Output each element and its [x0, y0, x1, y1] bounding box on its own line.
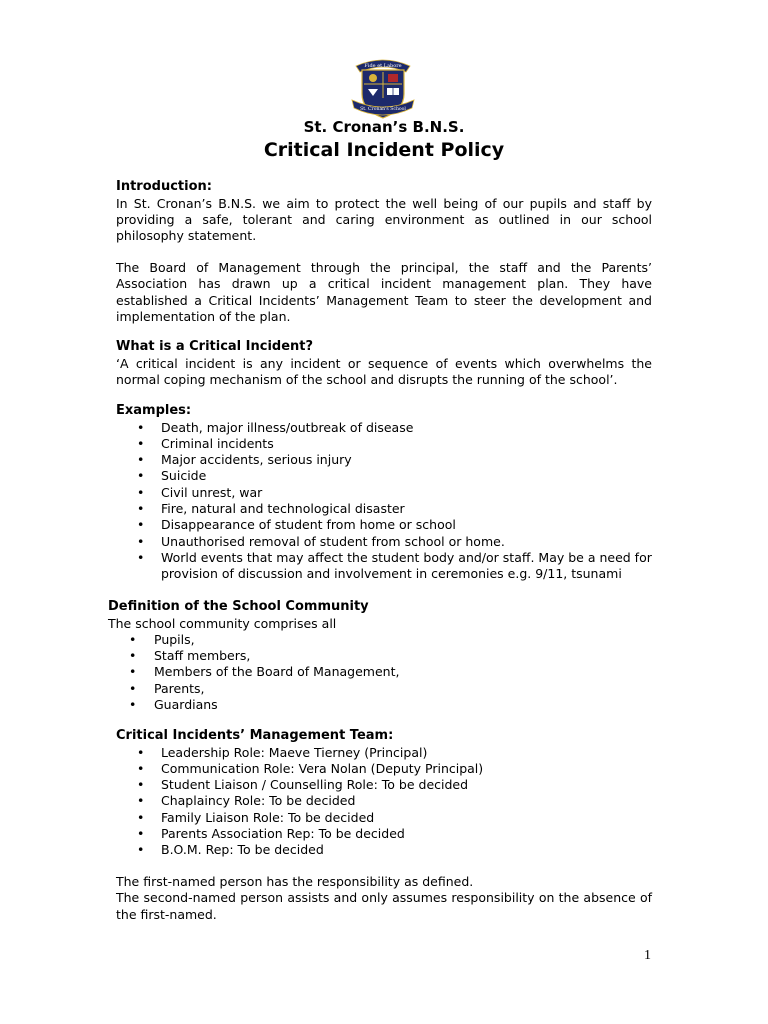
list-item: • Pupils, — [108, 632, 652, 648]
introduction-paragraph-1: In St. Cronan’s B.N.S. we aim to protect the well being of our pupils and staff by providing a safe, tolerant and caring environment as outlined in our school philosophy statement. — [116, 195, 652, 244]
community-list — [108, 632, 652, 713]
list-item: • B.O.M. Rep: To be decided — [116, 842, 652, 858]
list-item: • Parents, — [108, 681, 652, 697]
what-is-section — [116, 339, 652, 388]
list-item: • Family Liaison Role: To be decided — [116, 810, 652, 826]
list-item: • Members of the Board of Management, — [108, 664, 652, 680]
responsibility-line-2: The second-named person assists and only assumes responsibility on the absence of the first-named. — [116, 890, 652, 922]
team-section — [116, 728, 652, 859]
community-section — [108, 599, 652, 713]
list-item: • Student Liaison / Counselling Role: To be decided — [116, 777, 652, 793]
introduction-paragraph-block — [116, 260, 652, 325]
list-item: • Staff members, — [108, 648, 652, 664]
school-name: St. Cronan’s B.N.S. — [303, 118, 465, 136]
page-number: 1 — [644, 948, 651, 963]
examples-list — [116, 420, 652, 583]
school-crest-logo — [346, 52, 420, 122]
list-item: • Guardians — [108, 697, 652, 713]
what-is-heading: What is a Critical Incident? — [116, 339, 314, 354]
community-intro: The school community comprises all — [108, 615, 337, 631]
list-item: • Disappearance of student from home or school — [116, 517, 652, 533]
list-item: • Suicide — [116, 468, 652, 484]
introduction-heading: Introduction: — [116, 179, 212, 194]
responsibility-section — [116, 874, 652, 923]
list-item: • Chaplaincy Role: To be decided — [116, 793, 652, 809]
introduction-paragraph-2: The Board of Management through the principal, the staff and the Parents’ Association has drawn up a critical incident management plan. They have established a Critical Incidents’ Management Team to steer the development and implementation of the plan. — [116, 260, 652, 324]
responsibility-line-1: The first-named person has the responsibility as defined. — [116, 874, 474, 889]
list-item: • World events that may affect the student body and/or staff. May be a need for provision of discussion and involvement in ceremonies e.g. 9/11, tsunami — [116, 550, 652, 583]
team-heading: Critical Incidents’ Management Team: — [116, 728, 394, 743]
svg-text:Fide et Labore: Fide et Labore — [364, 63, 402, 69]
list-item: • Communication Role: Vera Nolan (Deputy Principal) — [116, 761, 652, 777]
examples-heading: Examples: — [116, 403, 192, 418]
introduction-section — [116, 179, 652, 244]
list-item: • Criminal incidents — [116, 436, 652, 452]
list-item: • Fire, natural and technological disaster — [116, 501, 652, 517]
list-item: • Unauthorised removal of student from school or home. — [116, 534, 652, 550]
team-list — [116, 745, 652, 859]
examples-section — [116, 403, 652, 582]
svg-text:St. Cronan's School: St. Cronan's School — [360, 107, 406, 112]
page-title: Critical Incident Policy — [263, 139, 505, 161]
list-item: • Major accidents, serious injury — [116, 452, 652, 468]
list-item: • Parents Association Rep: To be decided — [116, 826, 652, 842]
what-is-definition: ‘A critical incident is any incident or sequence of events which overwhelms the normal coping mechanism of the school and disrupts the running of the school’. — [116, 355, 652, 387]
community-heading: Definition of the School Community — [108, 599, 369, 614]
list-item: • Death, major illness/outbreak of disease — [116, 420, 652, 436]
list-item: • Leadership Role: Maeve Tierney (Principal) — [116, 745, 652, 761]
list-item: • Civil unrest, war — [116, 485, 652, 501]
